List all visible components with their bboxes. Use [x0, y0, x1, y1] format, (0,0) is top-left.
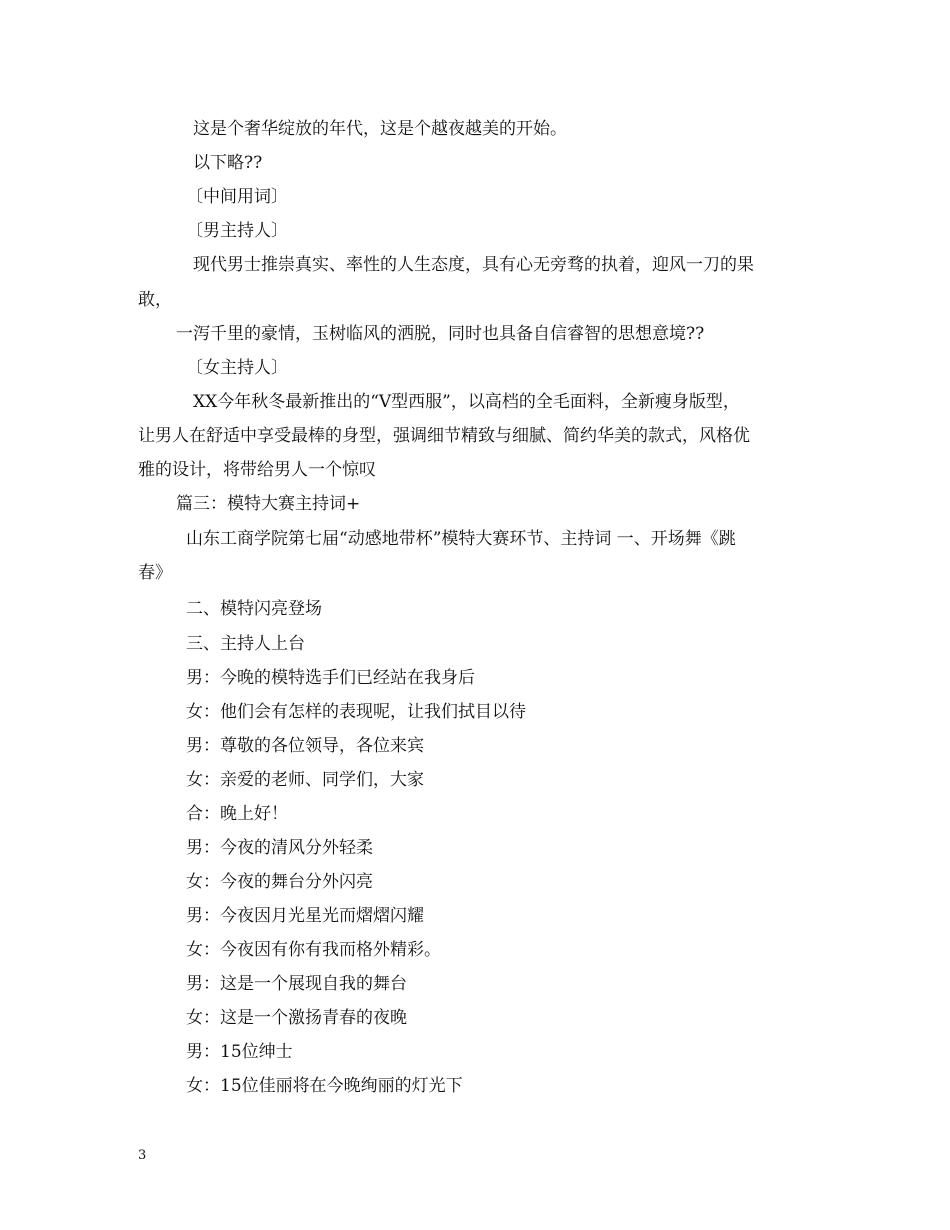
text-line: 现代男士推崇真实、率性的人生态度，具有心无旁骛的执着，迎风一刀的果	[193, 255, 754, 275]
text-line: 男：尊敬的各位领导，各位来宾	[186, 736, 424, 756]
section-heading: 篇三：模特大赛主持词+	[176, 494, 361, 514]
page-number: 3	[138, 1148, 147, 1163]
text-line: 二、模特闪亮登场	[186, 599, 322, 619]
text-line: 一泻千里的豪情，玉树临风的洒脱，同时也具备自信睿智的思想意境??	[176, 324, 705, 344]
text-line: 〔男主持人〕	[186, 221, 288, 241]
text-line: 〔中间用词〕	[186, 187, 288, 207]
text-line: 女：这是一个激扬青春的夜晚	[186, 1008, 407, 1028]
text-line: 男：这是一个展现自我的舞台	[186, 974, 407, 994]
text-line: 女：亲爱的老师、同学们，大家	[186, 770, 424, 790]
text-line: 合：晚上好！	[186, 804, 288, 824]
text-line: 以下略??	[193, 153, 263, 173]
text-line: XX今年秋冬最新推出的“V型西服”，以高档的全毛面料，全新瘦身版型，	[193, 392, 740, 412]
text-line: 让男人在舒适中享受最棒的身型，强调细节精致与细腻、简约华美的款式，风格优	[138, 426, 750, 446]
text-line: 男：15位绅士	[186, 1042, 293, 1062]
text-line: 女：15位佳丽将在今晚绚丽的灯光下	[186, 1076, 463, 1096]
text-line: 女：今夜因有你有我而格外精彩。	[186, 940, 441, 960]
text-line: 山东工商学院第七届“动感地带杯”模特大赛环节、主持词 一、开场舞《跳	[186, 529, 736, 549]
text-line: 男：今夜的清风分外轻柔	[186, 838, 373, 858]
text-line: 春》	[138, 563, 172, 583]
text-line: 男：今夜因月光星光而熠熠闪耀	[186, 906, 424, 926]
text-line: 男：今晚的模特选手们已经站在我身后	[186, 668, 475, 688]
text-line: 雅的设计，将带给男人一个惊叹	[138, 460, 376, 480]
text-line: 女：他们会有怎样的表现呢，让我们拭目以待	[186, 702, 526, 722]
text-line: 女：今夜的舞台分外闪亮	[186, 872, 373, 892]
text-line: 〔女主持人〕	[186, 358, 288, 378]
text-line: 这是个奢华绽放的年代，这是个越夜越美的开始。	[193, 119, 567, 139]
text-line: 敢，	[138, 290, 172, 310]
text-line: 三、主持人上台	[186, 634, 305, 654]
